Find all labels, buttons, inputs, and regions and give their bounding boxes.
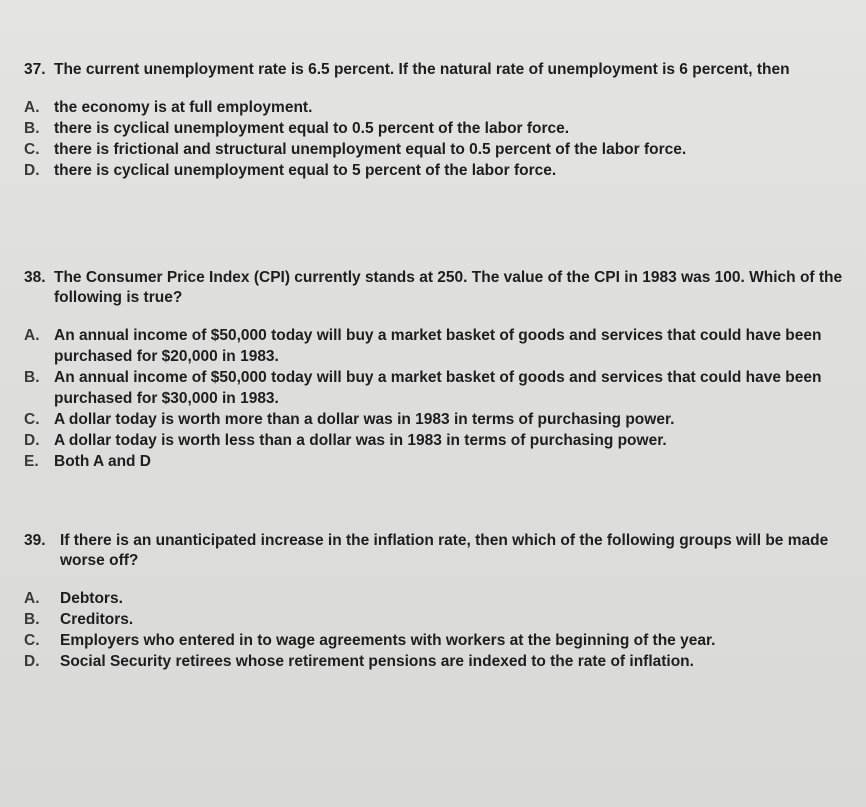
option-letter: B.: [24, 611, 40, 628]
option-letter: D.: [24, 653, 40, 670]
option-text: An annual income of $50,000 today will buy a market basket of goods and services that could have been purchased for $20,000 in 1983.: [54, 327, 822, 365]
option-letter: A.: [24, 590, 40, 607]
question-number: 39.: [24, 532, 46, 549]
option-b[interactable]: [24, 118, 844, 139]
option-text: An annual income of $50,000 today will buy a market basket of goods and services that could have been purchased for $30,000 in 1983.: [54, 369, 822, 407]
option-text: there is cyclical unemployment equal to 0.5 percent of the labor force.: [54, 120, 570, 137]
option-c[interactable]: [24, 139, 844, 160]
question-text: The Consumer Price Index (CPI) currently stands at 250. The value of the CPI in 1983 was 100. Which of the following is true?: [54, 269, 843, 306]
option-c[interactable]: [24, 630, 844, 651]
option-letter: E.: [24, 453, 39, 470]
question-number: 37.: [24, 61, 46, 78]
answer-options: [24, 97, 844, 181]
answer-options: [24, 325, 844, 472]
option-letter: D.: [24, 432, 40, 449]
question-39: [24, 531, 844, 672]
option-letter: A.: [24, 327, 40, 344]
option-text: Both A and D: [54, 453, 152, 470]
option-letter: C.: [24, 141, 40, 158]
option-letter: C.: [24, 632, 40, 649]
option-e[interactable]: [24, 451, 844, 472]
option-text: the economy is at full employment.: [54, 99, 313, 116]
question-stem: [24, 268, 844, 308]
option-b[interactable]: [24, 367, 844, 409]
option-text: there is frictional and structural unemployment equal to 0.5 percent of the labor force.: [54, 141, 687, 158]
option-letter: A.: [24, 99, 40, 116]
option-a[interactable]: [24, 97, 844, 118]
option-text: there is cyclical unemployment equal to 5 percent of the labor force.: [54, 162, 557, 179]
option-letter: B.: [24, 369, 40, 386]
question-text: The current unemployment rate is 6.5 percent. If the natural rate of unemployment is 6 percent, then: [54, 61, 790, 78]
option-text: A dollar today is worth less than a dollar was in 1983 in terms of purchasing power.: [54, 432, 667, 449]
option-text: Debtors.: [60, 590, 123, 607]
question-text: If there is an unanticipated increase in the inflation rate, then which of the following groups will be made worse off?: [60, 532, 829, 569]
question-stem: [24, 60, 844, 80]
option-a[interactable]: [24, 325, 844, 367]
option-b[interactable]: [24, 609, 844, 630]
option-text: Creditors.: [60, 611, 134, 628]
option-text: Employers who entered in to wage agreements with workers at the beginning of the year.: [60, 632, 716, 649]
option-letter: D.: [24, 162, 40, 179]
option-d[interactable]: [24, 430, 844, 451]
option-d[interactable]: [24, 651, 844, 672]
question-37: [24, 60, 844, 181]
option-text: Social Security retirees whose retirement pensions are indexed to the rate of inflation.: [60, 653, 694, 670]
question-stem: [24, 531, 844, 571]
answer-options: [24, 588, 844, 672]
question-number: 38.: [24, 269, 46, 286]
question-38: [24, 268, 844, 472]
option-letter: B.: [24, 120, 40, 137]
option-text: A dollar today is worth more than a dollar was in 1983 in terms of purchasing power.: [54, 411, 675, 428]
option-d[interactable]: [24, 160, 844, 181]
option-a[interactable]: [24, 588, 844, 609]
option-letter: C.: [24, 411, 40, 428]
option-c[interactable]: [24, 409, 844, 430]
